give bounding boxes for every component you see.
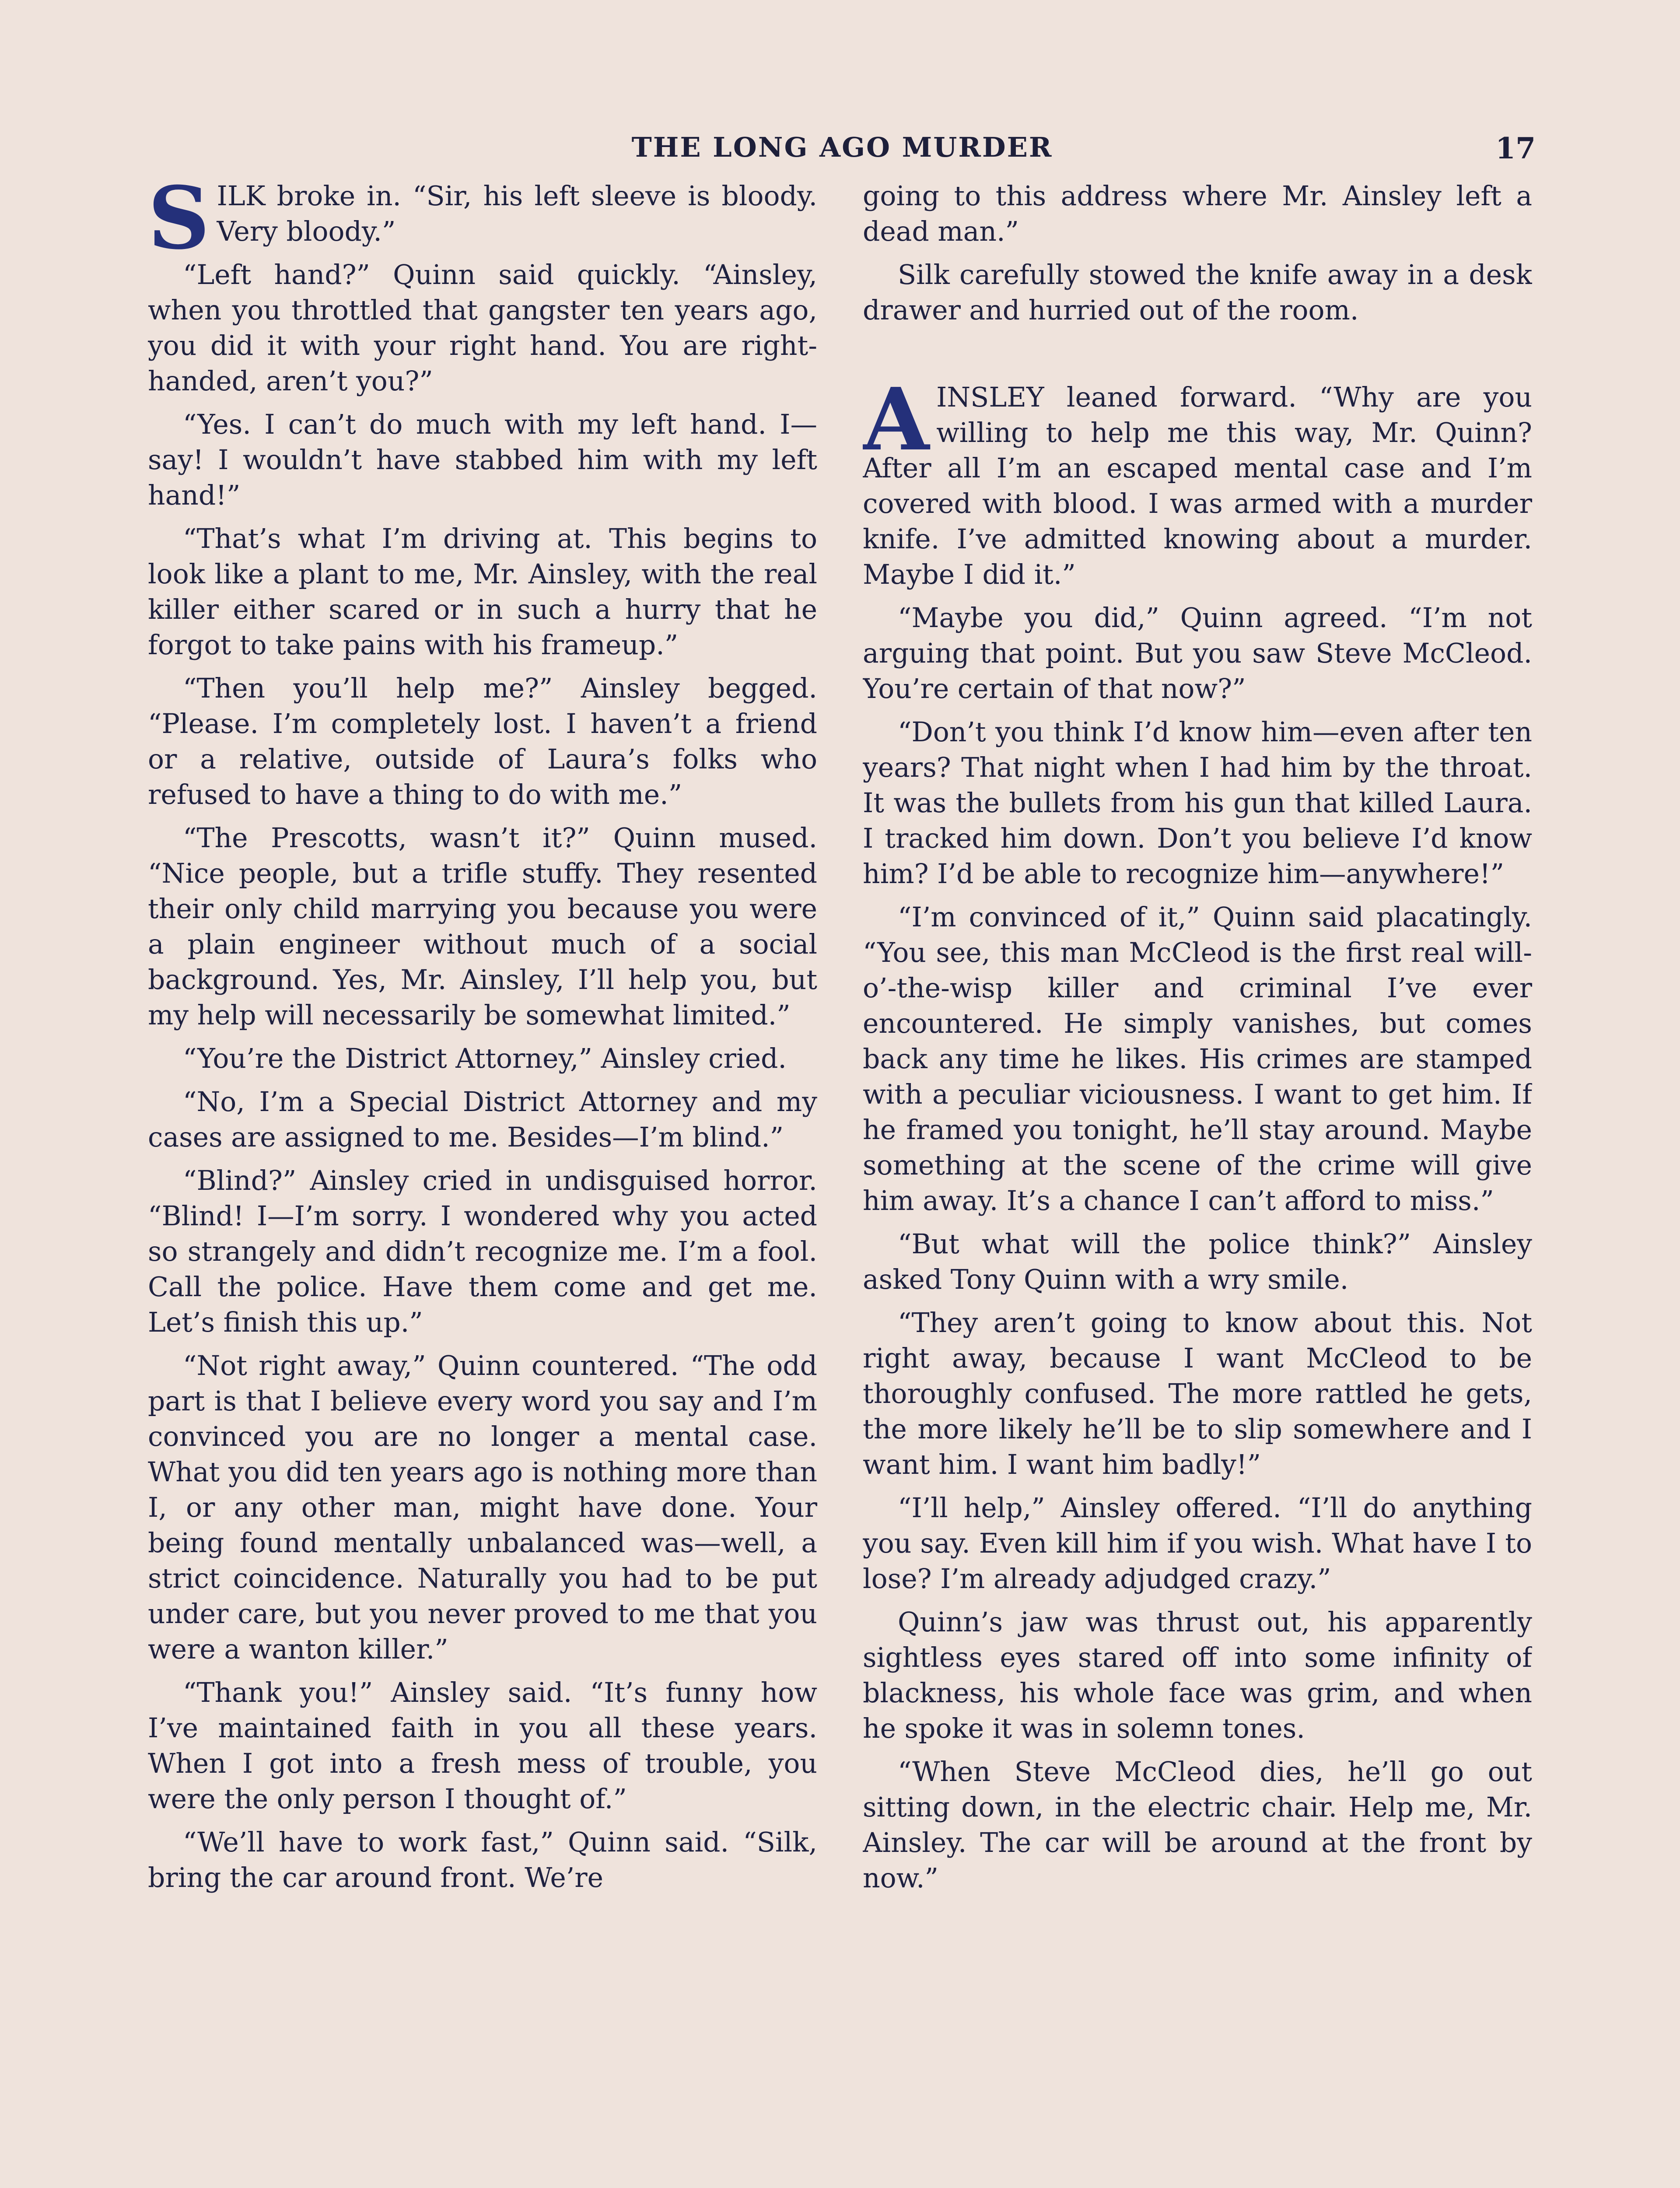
paragraph [863,369,1532,593]
drop-cap: S [148,179,210,269]
paragraph: “I’ll help,” Ainsley offered. “I’ll do anything you say. Even kill him if you wish. What have I to lose? I’m already adjudged crazy.” [863,1492,1532,1595]
paragraph: “Then you’ll help me?” Ainsley begged. “Please. I’m completely lost. I haven’t a friend or a relative, outside of Laura’s folks who refused to have a thing to do with me.” [148,673,817,810]
paragraph: “No, I’m a Special District Attorney and my cases are assigned to me. Besides—I’m blind.” [148,1086,817,1153]
paragraph: “They aren’t going to know about this. Not right away, because I want McCleod to be thoroughly confused. The more rattled he gets, the more likely he’ll be to slip somewhere and I want him. I want him badly!” [863,1307,1532,1480]
right-column [863,179,1532,2188]
paragraph: “Thank you!” Ainsley said. “It’s funny how I’ve maintained faith in you all these years. When I got into a fresh mess of trouble, you were the only person I thought of.” [148,1677,817,1815]
paragraph: “We’ll have to work fast,” Quinn said. “Silk, bring the car around front. We’re [148,1827,817,1893]
paragraph: “Yes. I can’t do much with my left hand. I—say! I wouldn’t have stabbed him with my left hand!” [148,409,817,511]
paragraph: “Not right away,” Quinn countered. “The odd part is that I believe every word you say and I’m convinced you are no longer a mental case. What you did ten years ago is nothing more than I, or any other man, might have done. Your being found mentally unbalanced was—well, a strict coincidence. Naturally you had to be put under care, but you never proved to me that you were a wanton killer.” [148,1350,817,1665]
page-number: 17 [1495,131,1536,165]
page-header [149,131,1536,179]
running-title: THE LONG AGO MURDER [631,131,1053,163]
left-column [148,179,817,2188]
paragraph [148,179,817,269]
drop-cap: A [863,369,930,470]
paragraph-text: ILK broke in. “Sir, his left sleeve is bloody. Very bloody.” [217,180,817,247]
paragraph: “Don’t you think I’d know him—even after ten years? That night when I had him by the throat. It was the bullets from his gun that killed Laura. I tracked him down. Don’t you believe I’d know him? I’d be able to recognize him—anywhere!” [863,716,1532,890]
paragraph: “But what will the police think?” Ainsley asked Tony Quinn with a wry smile. [863,1228,1532,1295]
paragraph: “Maybe you did,” Quinn agreed. “I’m not arguing that point. But you saw Steve McCleod. You’re certain of that now?” [863,602,1532,705]
paragraph: Silk carefully stowed the knife away in a desk drawer and hurried out of the room. [863,259,1532,326]
paragraph: “I’m convinced of it,” Quinn said placatingly. “You see, this man McCleod is the first real will-o’-the-wisp killer and criminal I’ve ever encountered. He simply vanishes, but comes back any time he likes. His crimes are stamped with a peculiar viciousness. I want to get him. If he framed you tonight, he’ll stay around. Maybe something at the scene of the crime will give him away. It’s a chance I can’t afford to miss.” [863,901,1532,1217]
paragraph: “That’s what I’m driving at. This begins to look like a plant to me, Mr. Ainsley, with the real killer either scared or in such a hurry that he forgot to take pains with his frameup.” [148,523,817,661]
paragraph: “The Prescotts, wasn’t it?” Quinn mused. “Nice people, but a trifle stuffy. They resented their only child marrying you because you were a plain engineer without much of a social background. Yes, Mr. Ainsley, I’ll help you, but my help will necessarily be somewhat limited.” [148,822,817,1031]
paragraph: going to this address where Mr. Ainsley left a dead man.” [863,180,1532,247]
paragraph-text: INSLEY leaned forward. “Why are you willing to help me this way, Mr. Quinn? After all I’m an escaped mental case and I’m covered with blood. I was armed with a murder knife. I’ve admitted knowing about a murder. Maybe I did it.” [863,382,1532,590]
paragraph: “Blind?” Ainsley cried in undisguised horror. “Blind! I—I’m sorry. I wondered why you acted so strangely and didn’t recognize me. I’m a fool. Call the police. Have them come and get me. Let’s finish this up.” [148,1165,817,1338]
paragraph: “When Steve McCleod dies, he’ll go out sitting down, in the electric chair. Help me, Mr. Ainsley. The car will be around at the front by now.” [863,1756,1532,1894]
paragraph: “You’re the District Attorney,” Ainsley cried. [183,1043,787,1074]
paragraph: Quinn’s jaw was thrust out, his apparently sightless eyes stared off into some infinity of blackness, his whole face was grim, and when he spoke it was in solemn tones. [863,1606,1532,1744]
paragraph: “Left hand?” Quinn said quickly. “Ainsley, when you throttled that gangster ten years ago, you did it with your right hand. You are right-handed, aren’t you?” [148,259,817,397]
